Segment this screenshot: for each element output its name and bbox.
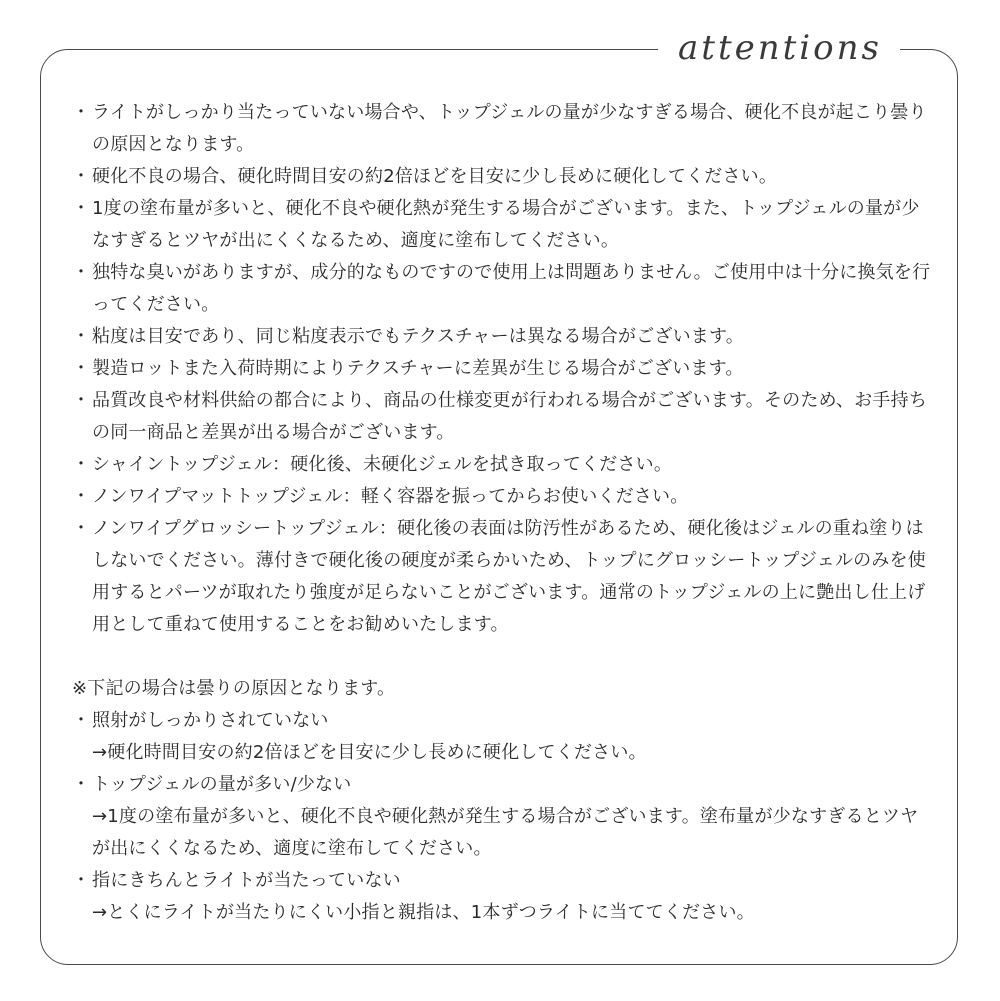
note-cause (72, 769, 936, 801)
bullet-icon: ・ (72, 870, 91, 891)
attention-text: ノンワイプマットトップジェル：軽く容器を振ってからお使いください。 (92, 486, 689, 507)
bullet-icon: ・ (72, 774, 91, 795)
note-heading: ※下記の場合は曇りの原因となります。 (72, 678, 396, 699)
attention-item (72, 257, 936, 321)
note-remedy: →1度の塗布量が多いと、硬化不良や硬化熱が発生する場合がございます。塗布量が少なすぎるとツヤが出にくくなるため、適度に塗布してください。 (92, 806, 919, 859)
attentions-content (72, 97, 936, 929)
note-remedy: →とくにライトが当たりにくい小指と親指は、1本ずつライトに当ててください。 (92, 902, 755, 923)
bullet-icon: ・ (72, 454, 91, 475)
attention-item (72, 321, 936, 353)
attention-text: シャイントップジェル：硬化後、未硬化ジェルを拭き取ってください。 (92, 454, 673, 475)
bullet-icon: ・ (72, 710, 91, 731)
attention-item (72, 449, 936, 481)
note-cause-text: 照射がしっかりされていない (92, 710, 329, 731)
attention-text: ノンワイプグロッシートップジェル：硬化後の表面は防汚性があるため、硬化後はジェルの重ね塗りはしないでください。薄付きで硬化後の硬度が柔らかいため、トップにグロッシートップジェルのみを使用するとパーツが取れたり強度が足らないことがございます。通常のトップジェルの上に艶出し仕上げ用として重ねて使用することをお勧めいたします。 (92, 518, 926, 635)
attention-item (72, 513, 936, 641)
note-cause-text: トップジェルの量が多い/少ない (92, 774, 352, 795)
note-cause (72, 705, 936, 737)
bullet-icon: ・ (72, 390, 91, 411)
attention-text: 製造ロットまた入荷時期によりテクスチャーに差異が生じる場合がございます。 (92, 358, 744, 379)
attention-text: 品質改良や材料供給の都合により、商品の仕様変更が行われる場合がございます。そのため、お手持ちの同一商品と差異が出る場合がございます。 (92, 390, 928, 443)
attention-text: 粘度は目安であり、同じ粘度表示でもテクスチャーは異なる場合がございます。 (92, 326, 744, 347)
attention-item (72, 161, 936, 193)
attentions-title: attentions (678, 28, 882, 68)
attention-item (72, 353, 936, 385)
bullet-icon: ・ (72, 198, 91, 219)
bullet-icon: ・ (72, 326, 91, 347)
bullet-icon: ・ (72, 486, 91, 507)
attention-item (72, 385, 936, 449)
note-cause (72, 865, 936, 897)
bullet-icon: ・ (72, 262, 91, 283)
note-cause-text: 指にきちんとライトが当たっていない (92, 870, 401, 891)
bullet-icon: ・ (72, 102, 91, 123)
note-remedy: →硬化時間目安の約2倍ほどを目安に少し長めに硬化してください。 (92, 742, 647, 763)
attention-text: 1度の塗布量が多いと、硬化不良や硬化熱が発生する場合がございます。また、トップジェルの量が少なすぎるとツヤが出にくくなるため、適度に塗布してください。 (92, 198, 920, 251)
attention-text: 硬化不良の場合、硬化時間目安の約2倍ほどを目安に少し長めに硬化してください。 (92, 166, 778, 187)
bullet-icon: ・ (72, 166, 91, 187)
bullet-icon: ・ (72, 358, 91, 379)
attention-item (72, 97, 936, 161)
attention-text: ライトがしっかり当たっていない場合や、トップジェルの量が少なすぎる場合、硬化不良が起こり曇りの原因となります。 (92, 102, 927, 155)
attention-list (72, 97, 936, 641)
attention-text: 独特な臭いがありますが、成分的なものですので使用上は問題ありません。ご使用中は十分に換気を行ってください。 (92, 262, 931, 315)
attention-item (72, 193, 936, 257)
bullet-icon: ・ (72, 518, 91, 539)
attention-item (72, 481, 936, 513)
